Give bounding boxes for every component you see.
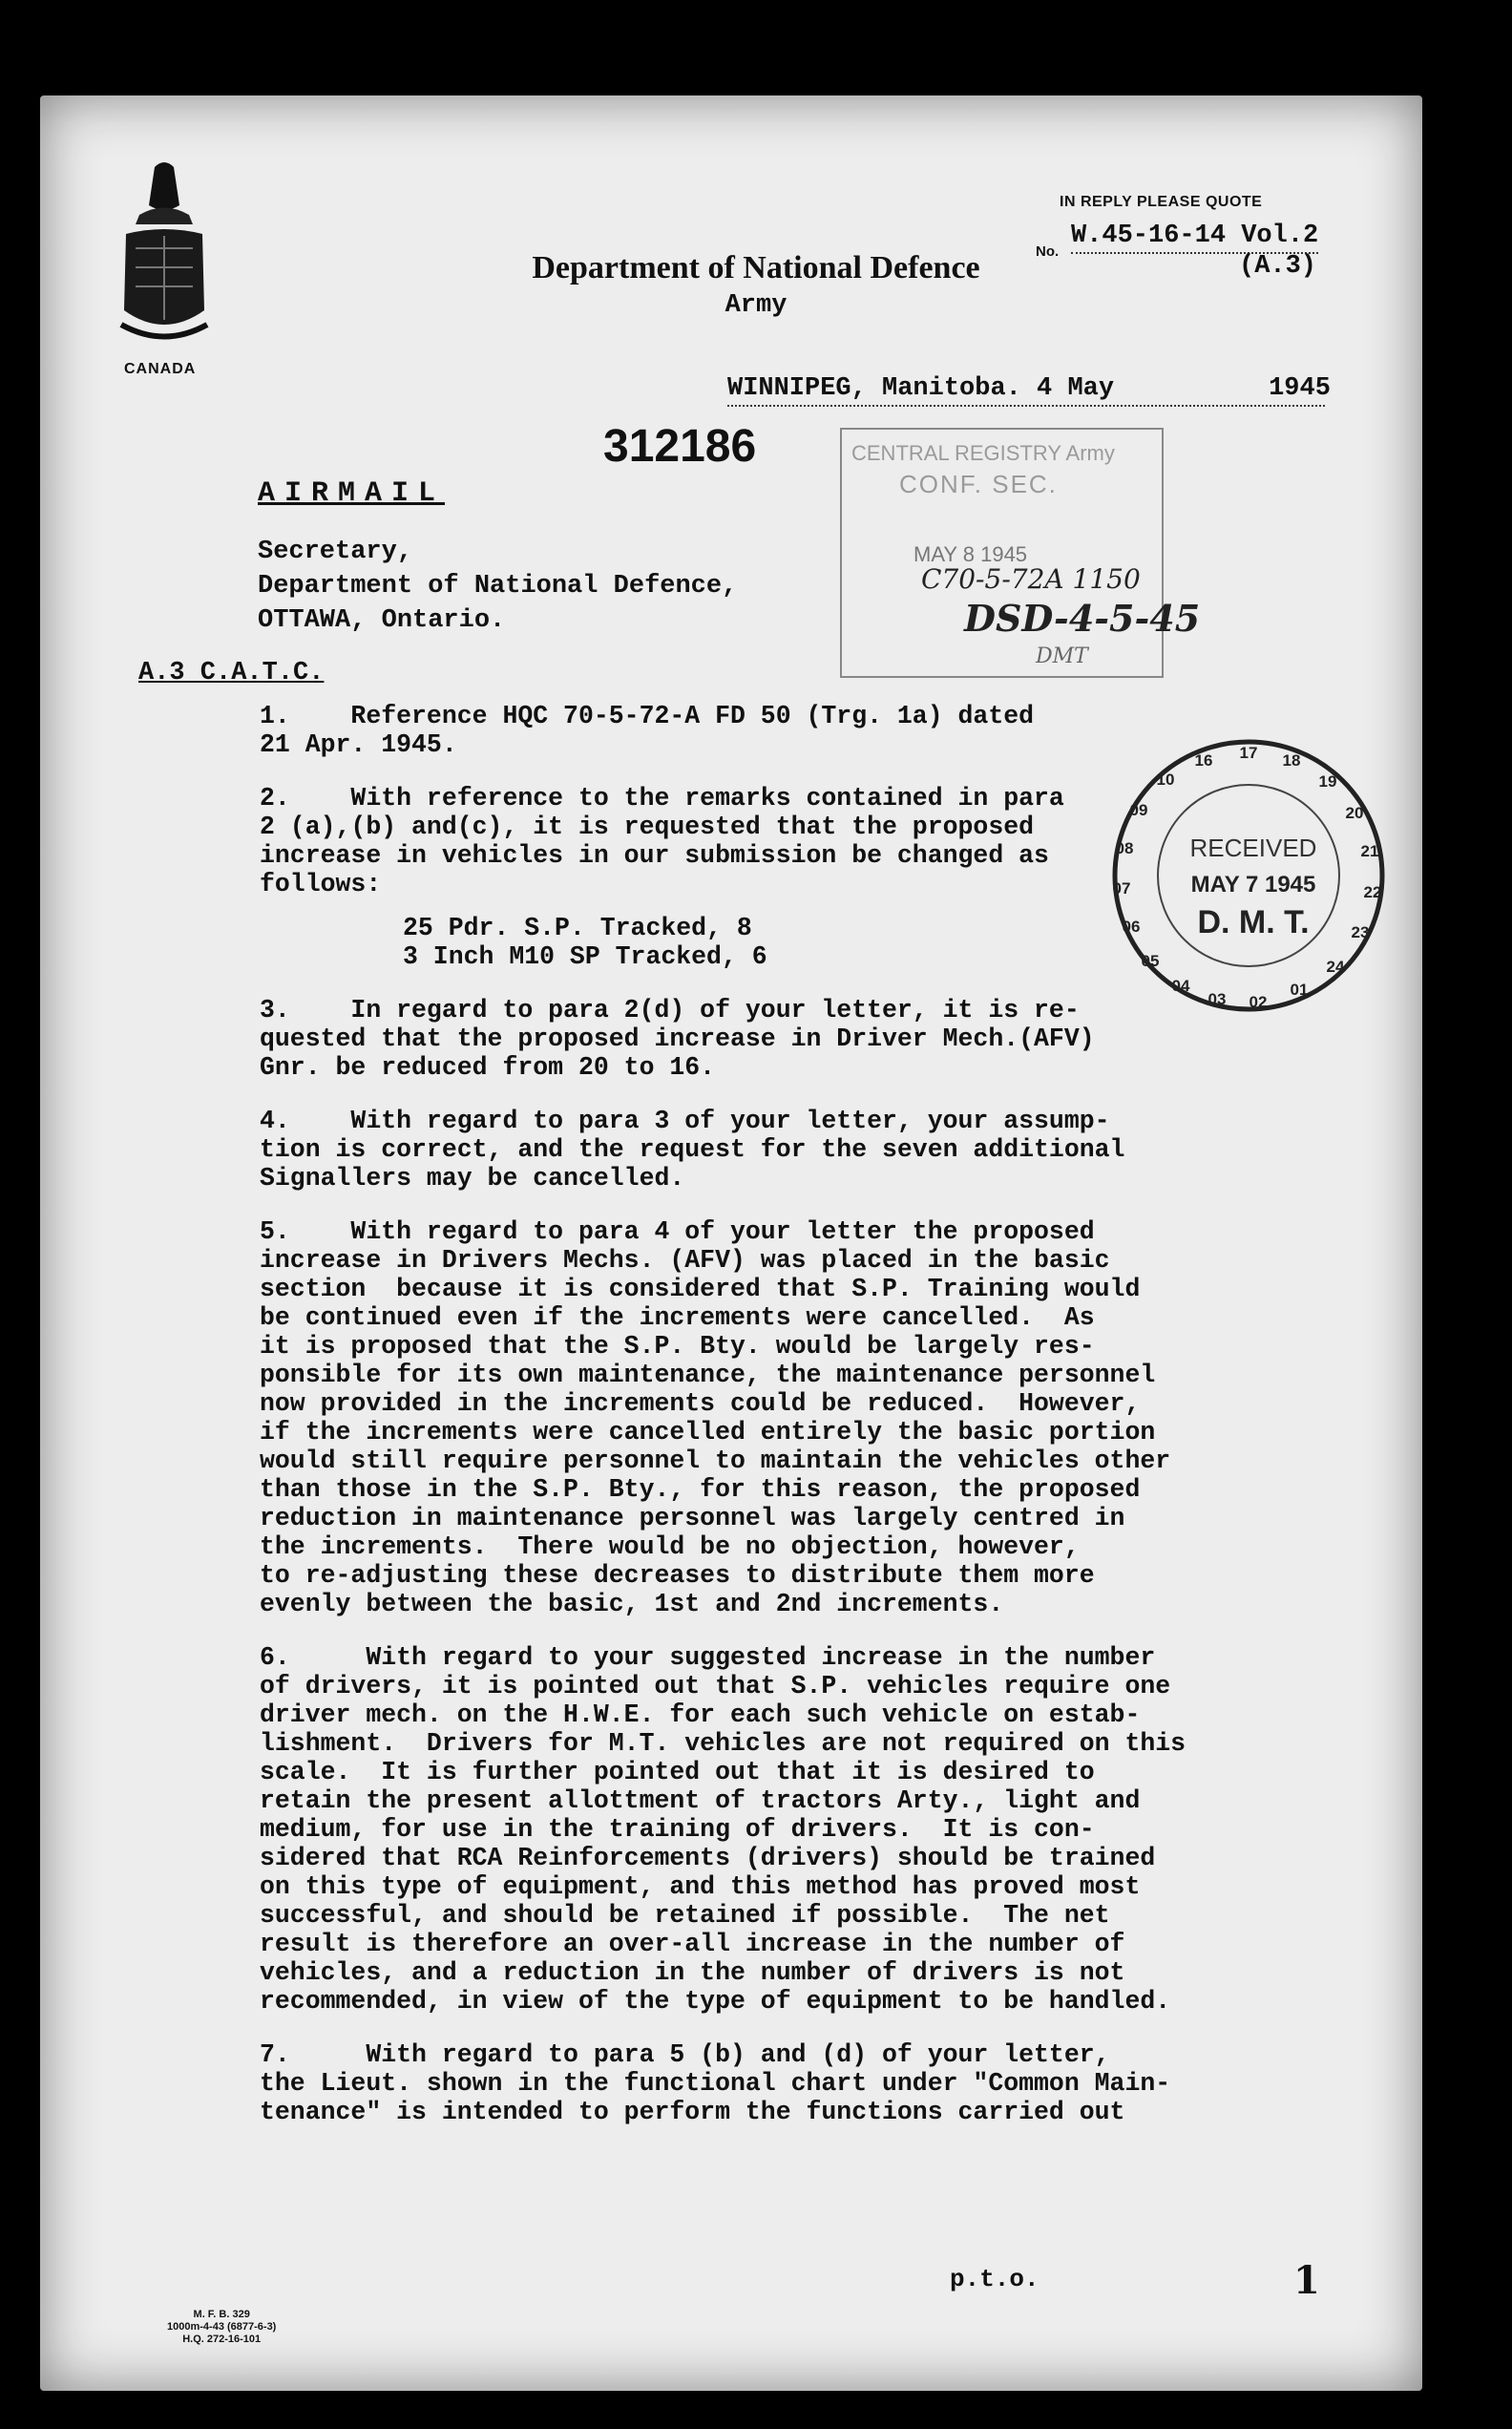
- department-title: Department of National Defence: [532, 250, 980, 285]
- form-footer: [167, 2309, 276, 2346]
- paragraph-4: 4. With regard to para 3 of your letter, your assump- tion is correct, and the request for the seven additional Signallers may be cancelled.: [260, 1107, 1125, 1193]
- received-stamp: [1101, 728, 1396, 1024]
- svg-text:18: 18: [1282, 751, 1301, 770]
- svg-text:21: 21: [1360, 842, 1379, 860]
- form-line-3: H.Q. 272-16-101: [182, 2334, 262, 2345]
- svg-text:05: 05: [1141, 952, 1160, 970]
- paragraph-1: 1. Reference HQC 70-5-72-A FD 50 (Trg. 1a) dated 21 Apr. 1945.: [260, 702, 1035, 759]
- registry-number: 312186: [603, 421, 757, 472]
- file-number-label: No.: [1036, 243, 1060, 260]
- addressee: Secretary, Department of National Defence, OTTAWA, Ontario.: [258, 538, 738, 635]
- registry-stamp-line2: CONF. SEC.: [899, 470, 1058, 498]
- page-turn-over: p.t.o.: [950, 2265, 1040, 2293]
- page-mark: 1: [1293, 2258, 1320, 2303]
- form-line-1: M. F. B. 329: [193, 2309, 250, 2320]
- paragraph-5: 5. With regard to para 4 of your letter the proposed increase in Drivers Mechs. (AFV) was placed in the basic section because it is considered that S.P. Training would be continued even if the increments were cancelled. As it is proposed that the S.P. Bty. would be largely res- ponsible for its own maintenance, the maintenance personnel now provided in the increments could be reduced. However, if the increments were cancelled entirely the basic portion would still require personnel to maintain the vehicles other than those in the S.P. Bty., for this reason, the proposed reduction in maintenance personnel was largely centred in the increments. There would be no objection, however, to re-adjusting these decreases to distribute them more evenly between the basic, 1st and 2nd increments.: [260, 1217, 1171, 1618]
- registry-stamp-date: MAY 8 1945: [914, 542, 1028, 566]
- svg-text:08: 08: [1115, 839, 1134, 857]
- svg-text:10: 10: [1156, 771, 1175, 789]
- registry-stamp: [840, 428, 1164, 678]
- svg-text:03: 03: [1208, 990, 1227, 1008]
- place-date: WINNIPEG, Manitoba. 4 May 1945: [727, 374, 1325, 407]
- file-number: W.45-16-14 Vol.2: [1071, 222, 1318, 254]
- paragraph-2: 2. With reference to the remarks contained in para 2 (a),(b) and(c), it is requested that the proposed increase in vehicles in our submission be changed as follows:: [260, 784, 1064, 898]
- received-label: RECEIVED: [1189, 834, 1317, 862]
- svg-text:17: 17: [1239, 744, 1258, 762]
- form-line-2: 1000m-4-43 (6877-6-3): [167, 2321, 277, 2333]
- branch-title: Army: [724, 291, 788, 320]
- received-date: MAY 7 1945: [1190, 872, 1316, 898]
- svg-text:24: 24: [1326, 958, 1345, 976]
- vehicle-list: 25 Pdr. S.P. Tracked, 8 3 Inch M10 SP Tracked, 6: [403, 914, 767, 971]
- paragraph-6: 6. With regard to your suggested increase in the number of drivers, it is pointed out that S.P. vehicles require one driver mech. on the H.W.E. for each such vehicle on estab- lishment. Drivers for M.T. vehicles are not required on this scale. It is further pointed out that it is desired to retain the present allottment of tractors Arty., light and medium, for use in the training of drivers. It is con- sidered that RCA Reinforcements (drivers) should be trained on this type of equipment, and this method has proved most successful, and should be retained if possible. The net result is therefore an over-all increase in the number of vehicles, and a reduction in the number of drivers is not recommended, in view of the type of equipment to be handled.: [260, 1643, 1186, 2016]
- svg-text:20: 20: [1345, 804, 1364, 822]
- svg-text:07: 07: [1112, 879, 1131, 898]
- reply-quote-label: IN REPLY PLEASE QUOTE: [1060, 194, 1263, 210]
- paragraph-7: 7. With regard to para 5 (b) and (d) of your letter, the Lieut. shown in the functional chart under "Common Main- tenance" is intended to perform the functions carried out: [260, 2040, 1171, 2126]
- svg-text:19: 19: [1318, 772, 1337, 791]
- svg-text:01: 01: [1290, 981, 1309, 999]
- svg-text:23: 23: [1351, 923, 1370, 941]
- handwritten-dsd-ref: DSD-4-5-45: [964, 597, 1201, 640]
- svg-text:06: 06: [1122, 918, 1141, 936]
- handwritten-initials: DMT: [1036, 644, 1088, 668]
- received-unit: D. M. T.: [1197, 904, 1310, 940]
- file-number-sub: (A.3): [1239, 252, 1317, 281]
- svg-text:22: 22: [1363, 883, 1382, 901]
- svg-text:09: 09: [1129, 801, 1148, 819]
- handwritten-file-ref: C70-5-72A 1150: [921, 563, 1141, 595]
- reference-heading: A.3 C.A.T.C.: [138, 659, 325, 687]
- paragraph-3: 3. In regard to para 2(d) of your letter, it is re- quested that the proposed increase in Driver Mech.(AFV) Gnr. be reduced from 20 to 16.: [260, 996, 1095, 1082]
- registry-stamp-line1: CENTRAL REGISTRY Army: [851, 441, 1115, 465]
- svg-text:16: 16: [1194, 751, 1213, 770]
- svg-text:02: 02: [1249, 993, 1268, 1011]
- svg-text:04: 04: [1171, 977, 1190, 995]
- airmail-heading: AIRMAIL: [258, 477, 446, 510]
- crest-label: CANADA: [124, 361, 197, 377]
